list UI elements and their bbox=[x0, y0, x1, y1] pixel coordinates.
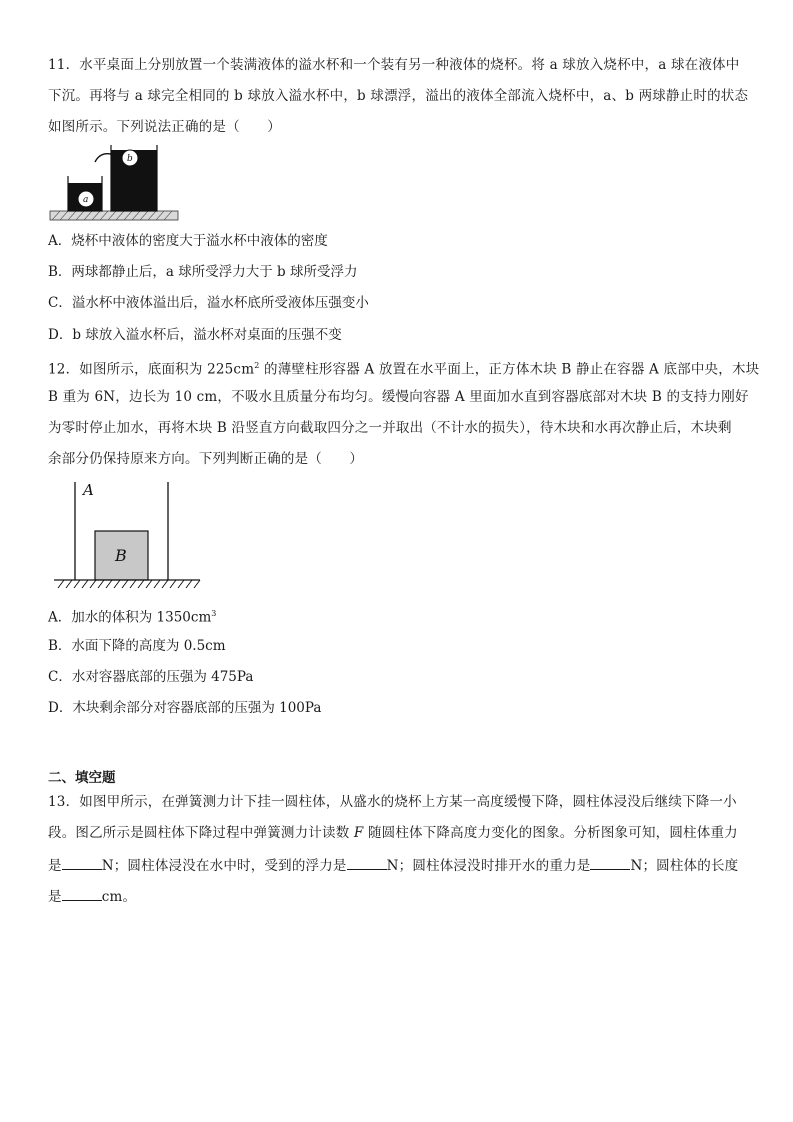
q12-option-a-sup: 3 bbox=[211, 609, 217, 618]
ball-b-label: b bbox=[127, 154, 133, 164]
q12-line-3: 为零时停止加水，再将木块 B 沿竖直方向截取四分之一并取出（不计水的损失），待木块和水再次静止后，木块剩 bbox=[48, 420, 732, 436]
q11-option-a: A．烧杯中液体的密度大于溢水杯中液体的密度 bbox=[48, 233, 328, 249]
q11-option-d: D．b 球放入溢水杯后，溢水杯对桌面的压强不变 bbox=[48, 327, 342, 343]
q12-line-1-post: 的薄壁柱形容器 A 放置在水平面上，正方体木块 B 静止在容器 A 底部中央，木块 bbox=[259, 361, 760, 378]
q11-line-3: 如图所示。下列说法正确的是（ ） bbox=[48, 119, 281, 135]
container-label: A bbox=[83, 481, 94, 499]
q11-figure bbox=[48, 140, 180, 222]
answer-blank-buoyancy[interactable] bbox=[347, 855, 387, 870]
answer-blank-length[interactable] bbox=[62, 886, 102, 901]
q13-line-3-a: 是 bbox=[48, 858, 62, 874]
q13-line-2 bbox=[48, 823, 738, 843]
q13-line-3-b: N；圆柱体浸没在水中时，受到的浮力是 bbox=[101, 858, 347, 874]
q12-line-4: 余部分仍保持原来方向。下列判断正确的是（ ） bbox=[48, 451, 364, 467]
q13-line-3-d: N；圆柱体的长度 bbox=[630, 858, 739, 874]
q12-line-1-pre: 12．如图所示，底面积为 225cm bbox=[48, 361, 255, 378]
overflow-spout bbox=[95, 154, 111, 162]
q11-line-1: 11．水平桌面上分别放置一个装满液体的溢水杯和一个装有另一种液体的烧杯。将 a 球放入烧杯中，a 球在液体中 bbox=[48, 57, 740, 73]
q13-line-4-b: cm。 bbox=[101, 889, 137, 905]
q12-line-1 bbox=[48, 356, 759, 380]
q13-line-3 bbox=[48, 855, 738, 876]
q12-line-2: B 重为 6N，边长为 10 cm，不吸水且质量分布均匀。缓慢向容器 A 里面加水直到容器底部对木块 B 的支持力刚好 bbox=[48, 389, 749, 405]
q12-option-d: D．木块剩余部分对容器底部的压强为 100Pa bbox=[48, 700, 322, 716]
q13-line-1: 13．如图甲所示，在弹簧测力计下挂一圆柱体，从盛水的烧杯上方某一高度缓慢下降，圆柱体浸没后继续下降一小 bbox=[48, 794, 737, 810]
q11-option-c: C．溢水杯中液体溢出后，溢水杯底所受液体压强变小 bbox=[48, 295, 369, 311]
q12-line-1-sup: 2 bbox=[254, 361, 260, 370]
q12-option-c: C．水对容器底部的压强为 475Pa bbox=[48, 669, 254, 685]
section-title-fill-in: 二、填空题 bbox=[48, 770, 116, 786]
q12-option-a bbox=[48, 604, 216, 628]
answer-blank-gravity[interactable] bbox=[62, 855, 102, 870]
q13-line-4 bbox=[48, 886, 136, 907]
block-label: B bbox=[115, 546, 127, 565]
q11-line-2: 下沉。再将与 a 球完全相同的 b 球放入溢水杯中，b 球漂浮，溢出的液体全部流入烧杯中，a、b 两球静止时的状态 bbox=[48, 88, 749, 104]
ball-a-label: a bbox=[83, 195, 89, 205]
q13-line-4-a: 是 bbox=[48, 889, 62, 905]
q12-figure bbox=[52, 478, 212, 593]
ground-hatch bbox=[58, 580, 200, 588]
q12-option-b: B．水面下降的高度为 0.5cm bbox=[48, 638, 226, 654]
q11-option-b: B．两球都静止后，a 球所受浮力大于 b 球所受浮力 bbox=[48, 264, 358, 280]
answer-blank-displaced-weight[interactable] bbox=[590, 855, 630, 870]
q13-variable-f: F bbox=[353, 825, 364, 841]
q12-option-a-text: A．加水的体积为 1350cm bbox=[48, 609, 212, 626]
q13-line-2-post: 随圆柱体下降高度力变化的图象。分析图象可知，圆柱体重力 bbox=[363, 825, 738, 841]
q13-line-3-c: N；圆柱体浸没时排开水的重力是 bbox=[386, 858, 591, 874]
q13-line-2-pre: 段。图乙所示是圆柱体下降过程中弹簧测力计读数 bbox=[48, 825, 354, 841]
